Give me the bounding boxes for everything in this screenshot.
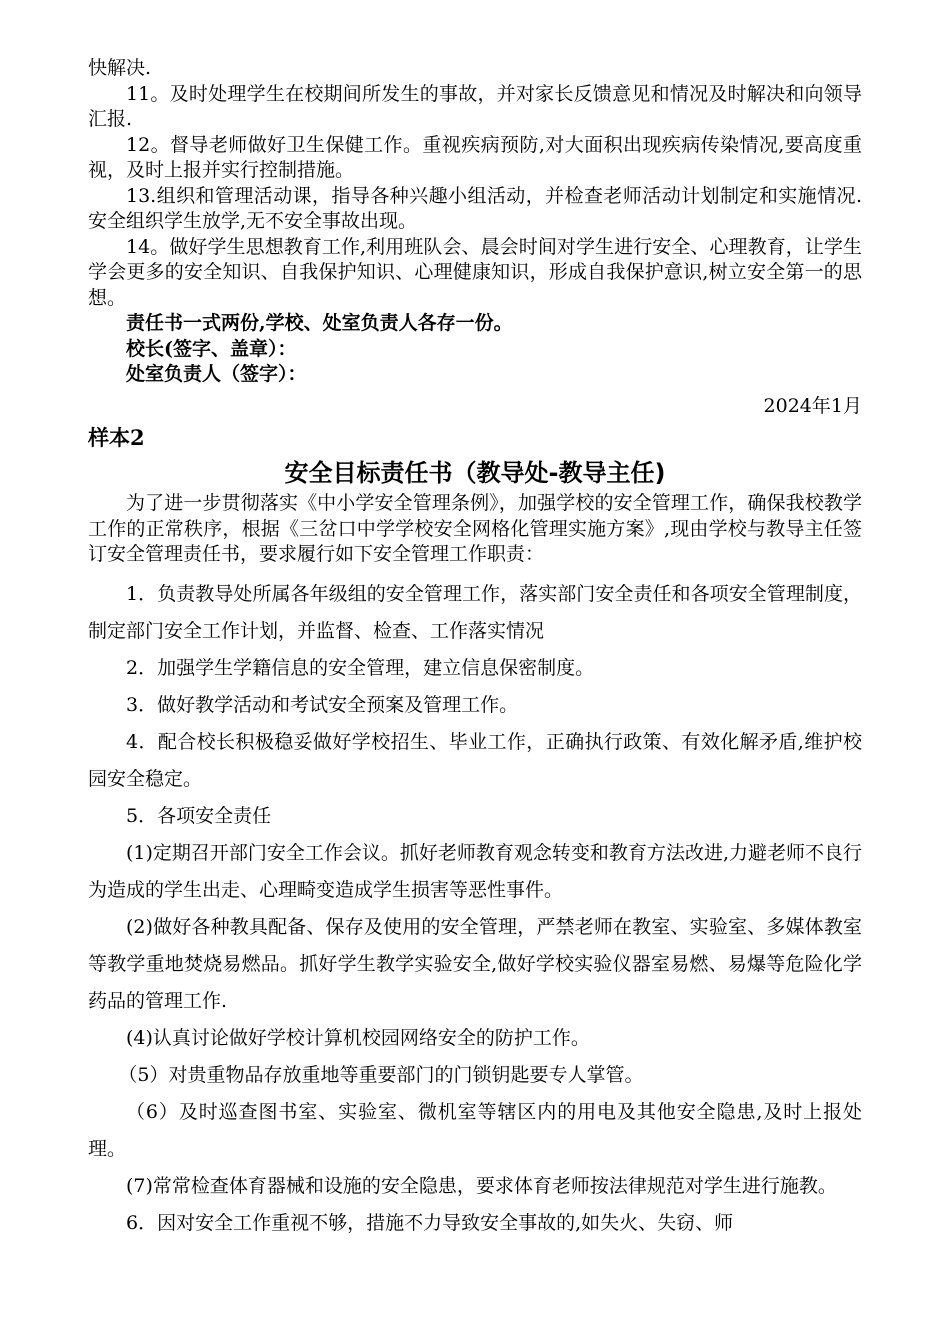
document-date: 2024年1月: [763, 394, 862, 417]
duty-item-2: 2．加强学生学籍信息的安全管理，建立信息保密制度。: [126, 656, 595, 679]
paragraph-item-14: 14。做好学生思想教育工作,利用班队会、晨会时间对学生进行安全、心理教育，让学生学会更多的安全知识、自我保护知识、心理健康知识，形成自我保护意识,树立安全第一的思想。: [88, 235, 862, 309]
section-1: [88, 56, 862, 419]
principal-signature-line: 校长(签字、盖章）：: [126, 337, 297, 360]
responsibility-2: (2)做好各种教具配备、保存及使用的安全管理，严禁老师在教室、实验室、多媒体教室等教学重地焚烧易燃品。抓好学生教学实验安全,做好学校实验仪器室易燃、易爆等危险化学药品的管理工作.: [88, 915, 862, 1012]
intro-paragraph: 为了进一步贯彻落实《中小学安全管理条例》，加强学校的安全管理工作，确保我校教学工作的正常秩序，根据《三岔口中学学校安全网格化管理实施方案》,现由学校与教导主任签订安全管理责任书，要求履行如下安全管理工作职责：: [88, 492, 862, 565]
responsibility-6: （6）及时巡查图书室、实验室、微机室等辖区内的用电及其他安全隐患,及时上报处理。: [88, 1100, 862, 1160]
responsibility-4: (4)认真讨论做好学校计算机校园网络安全的防护工作。: [126, 1026, 590, 1049]
responsibility-7: (7)常常检查体育器械和设施的安全隐患，要求体育老师按法律规范对学生进行施教。: [126, 1174, 837, 1197]
sample-label: 样本2: [88, 425, 145, 450]
copies-note: 责任书一式两份,学校、处室负责人各存一份。: [126, 312, 513, 334]
duty-item-3: 3．做好教学活动和考试安全预案及管理工作。: [126, 693, 519, 716]
responsibility-1: (1)定期召开部门安全工作会议。抓好老师教育观念转变和教育方法改进,力避老师不良行为造成的学生出走、心理畸变造成学生损害等恶性事件。: [88, 841, 862, 901]
duty-item-6: 6．因对安全工作重视不够，措施不力导致安全事故的,如失火、失窃、师: [126, 1211, 734, 1234]
duty-item-1: 1．负责教导处所属各年级组的安全管理工作，落实部门安全责任和各项安全管理制度，制定部门安全工作计划，并监督、检查、工作落实情况: [88, 582, 862, 642]
document-title: 安全目标责任书（教导处-教导主任): [284, 459, 666, 487]
paragraph-continuation: 快解决.: [88, 57, 152, 79]
responsibility-5: （5）对贵重物品存放重地等重要部门的门锁钥匙要专人掌管。: [118, 1063, 644, 1086]
office-head-signature-line: 处室负责人（签字）：: [126, 363, 307, 385]
duty-item-4: 4．配合校长积极稳妥做好学校招生、毕业工作，正确执行政策、有效化解矛盾,维护校园安全稳定。: [88, 730, 862, 790]
paragraph-item-12: 12。督导老师做好卫生保健工作。重视疾病预防,对大面积出现疾病传染情况,要高度重视，及时上报并实行控制措施。: [88, 133, 862, 181]
paragraph-item-11: 11。及时处理学生在校期间所发生的事故，并对家长反馈意见和情况及时解决和向领导汇报.: [88, 82, 862, 130]
section-2-body: [88, 491, 862, 1242]
duty-item-5: 5．各项安全责任: [126, 804, 272, 827]
paragraph-item-13: 13.组织和管理活动课，指导各种兴趣小组活动，并检查老师活动计划制定和实施情况.安全组织学生放学,无不安全事故出现。: [88, 184, 862, 232]
